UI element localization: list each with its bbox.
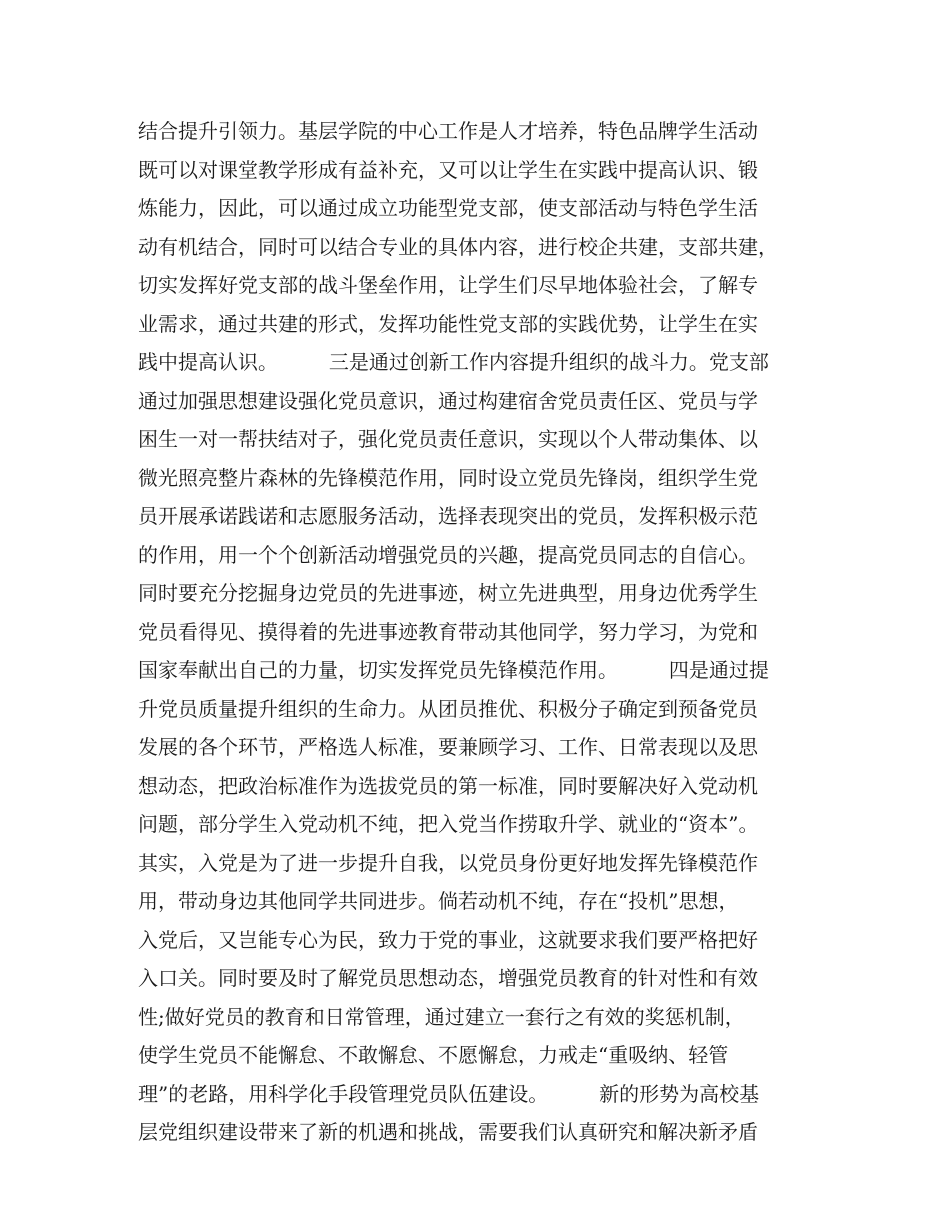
text-line: 其实，入党是为了进一步提升自我，以党员身份更好地发挥先锋模范作 — [138, 850, 758, 875]
text-line: 使学生党员不能懈怠、不敢懈怠、不愿懈怠，力戒走“重吸纳、轻管 — [138, 1043, 729, 1067]
text-line: 员开展承诺践诺和志愿服务活动，选择表现突出的党员，发挥积极示范 — [138, 504, 758, 528]
text-line: 升党员质量提升组织的生命力。从团员推优、积极分子确定到预备党员 — [138, 696, 758, 721]
text-line: 结合提升引领力。基层学院的中心工作是人才培养，特色品牌学生活动 — [138, 119, 758, 143]
text-line: 入口关。同时要及时了解党员思想动态，增强党员教育的针对性和有效 — [138, 966, 758, 990]
text-line: 既可以对课堂教学形成有益补充，又可以让学生在实践中提高认识、锻 — [138, 157, 758, 182]
text-line: 同时要充分挖掘身边党员的先进事迹，树立先进典型，用身边优秀学生 — [138, 581, 758, 605]
text-line: 微光照亮整片森林的先锋模范作用，同时设立党员先锋岗，组织学生党 — [138, 465, 758, 490]
body-text — [138, 112, 828, 1152]
text-line: 业需求，通过共建的形式，发挥功能性党支部的实践优势，让学生在实 — [138, 311, 758, 336]
text-line: 问题，部分学生入党动机不纯，把入党当作捞取升学、就业的“资本”。 — [138, 812, 759, 836]
text-line: 党员看得见、摸得着的先进事迹教育带动其他同学，努力学习，为党和 — [138, 619, 758, 644]
text-line: 层党组织建设带来了新的机遇和挑战，需要我们认真研究和解决新矛盾 — [138, 1120, 758, 1144]
text-line: 性;做好党员的教育和日常管理，通过建立一套行之有效的奖惩机制， — [138, 1004, 745, 1029]
text-line: 困生一对一帮扶结对子，强化党员责任意识，实现以个人带动集体、以 — [138, 427, 758, 451]
text-line: 想动态，把政治标准作为选拔党员的第一标准，同时要解决好入党动机 — [138, 773, 758, 798]
text-line: 理”的老路，用科学化手段管理党员队伍建设。 新的形势为高校基 — [138, 1081, 760, 1106]
text-line: 切实发挥好党支部的战斗堡垒作用，让学生们尽早地体验社会，了解专 — [138, 273, 758, 297]
text-line: 用，带动身边其他同学共同进步。倘若动机不纯，存在“投机”思想， — [138, 889, 739, 913]
text-line: 发展的各个环节，严格选人标准，要兼顾学习、工作、日常表现以及思 — [138, 735, 758, 759]
text-line: 的作用，用一个个创新活动增强党员的兴趣，提高党员同志的自信心。 — [138, 542, 758, 567]
text-line: 国家奉献出自己的力量，切实发挥党员先锋模范作用。 四是通过提 — [138, 658, 769, 682]
text-line: 践中提高认识。 三是通过创新工作内容提升组织的战斗力。党支部 — [138, 350, 769, 374]
text-line: 炼能力，因此，可以通过成立功能型党支部，使支部活动与特色学生活 — [138, 196, 758, 220]
text-line: 通过加强思想建设强化党员意识，通过构建宿舍党员责任区、党员与学 — [138, 388, 758, 413]
text-line: 动有机结合，同时可以结合专业的具体内容，进行校企共建，支部共建， — [138, 234, 778, 259]
text-line: 入党后，又岂能专心为民，致力于党的事业，这就要求我们要严格把好 — [138, 927, 758, 952]
